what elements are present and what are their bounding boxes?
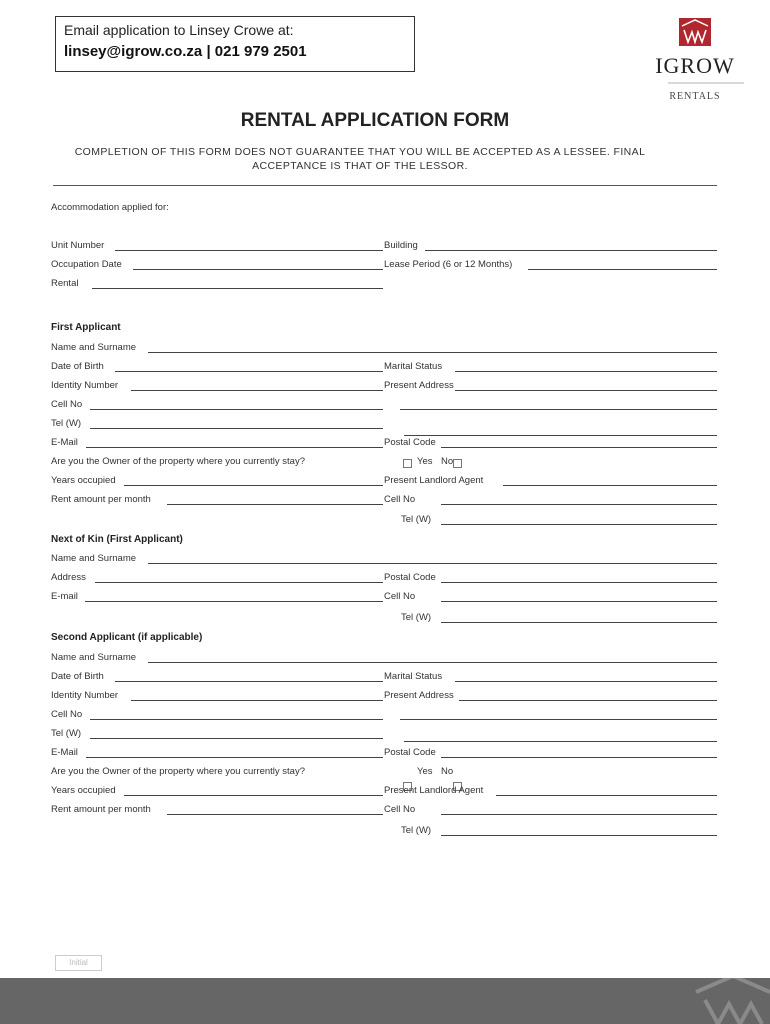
fa-name-label: Name and Surname [51,342,137,353]
fa-owner-yes-label: Yes [417,456,433,467]
sa-postal-label: Postal Code [384,747,436,758]
unit-number-label: Unit Number [51,240,105,251]
fa-tel-label: Tel (W) [51,418,82,429]
fa-landlord-field[interactable] [503,485,717,486]
fa-postal-label: Postal Code [384,437,436,448]
contact-instruction: Email application to Linsey Crowe at: [64,22,294,38]
nok-tel-field[interactable] [441,622,717,623]
fa-years-field[interactable] [124,485,383,486]
nok-tel-label: Tel (W) [401,612,432,623]
nok-cell-field[interactable] [441,601,717,602]
nok-email-field[interactable] [85,601,383,602]
igrow-logo [640,16,750,106]
sa-owner-yes-label: Yes [417,766,433,777]
sa-address-field-3[interactable] [404,741,717,742]
lease-period-field[interactable] [528,269,717,270]
sa-landlord-cell-field[interactable] [441,814,717,815]
first-applicant-heading: First Applicant [51,322,121,333]
sa-tel-field[interactable] [90,738,383,739]
svg-text:RENTALS: RENTALS [669,91,721,102]
fa-cell-field[interactable] [90,409,383,410]
sa-landlord-tel-label: Tel (W) [401,825,432,836]
disclaimer: COMPLETION OF THIS FORM DOES NOT GUARANTEE THAT YOU WILL BE ACCEPTED AS A LESSEE. FINAL ACCEPTANCE IS THAT OF THE LESSOR. [74,146,646,172]
fa-id-label: Identity Number [51,380,119,391]
sa-cell-field[interactable] [90,719,383,720]
fa-address-label: Present Address [384,380,454,391]
nok-name-label: Name and Surname [51,553,137,564]
divider [53,185,717,186]
nok-email-label: E-mail [51,591,78,602]
fa-cell-label: Cell No [51,399,83,410]
fa-owner-yes-checkbox[interactable] [403,459,412,468]
fa-owner-no-label: No [441,456,454,467]
nok-postal-label: Postal Code [384,572,436,583]
sa-name-label: Name and Surname [51,652,137,663]
nok-address-field[interactable] [95,582,383,583]
fa-rent-label: Rent amount per month [51,494,151,505]
nok-postal-field[interactable] [441,582,717,583]
fa-landlord-label: Present Landlord Agent [384,475,484,486]
fa-address-field-2[interactable] [400,409,717,410]
occupation-date-label: Occupation Date [51,259,122,270]
sa-rent-field[interactable] [167,814,383,815]
fa-landlord-tel-field[interactable] [441,524,717,525]
contact-box [55,16,415,72]
footer-band [0,978,770,1024]
sa-years-field[interactable] [124,795,383,796]
sa-id-field[interactable] [131,700,383,701]
fa-email-field[interactable] [86,447,383,448]
fa-email-label: E-Mail [51,437,78,448]
footer-logo-watermark-icon [0,978,770,1024]
fa-landlord-tel-label: Tel (W) [401,514,432,525]
fa-postal-field[interactable] [441,447,717,448]
fa-address-field-1[interactable] [455,390,717,391]
sa-marital-field[interactable] [455,681,717,682]
contact-details: linsey@igrow.co.za | 021 979 2501 [64,43,307,60]
sa-owner-question: Are you the Owner of the property where you currently stay? [51,766,305,777]
fa-id-field[interactable] [131,390,383,391]
unit-number-field[interactable] [115,250,383,251]
fa-rent-field[interactable] [167,504,383,505]
sa-rent-label: Rent amount per month [51,804,151,815]
nok-address-label: Address [51,572,86,583]
rental-field[interactable] [92,288,383,289]
fa-address-field-3[interactable] [404,435,717,436]
occupation-date-field[interactable] [133,269,383,270]
sa-tel-label: Tel (W) [51,728,82,739]
nok-name-field[interactable] [148,563,717,564]
second-applicant-heading: Second Applicant (if applicable) [51,632,203,643]
sa-landlord-label: Present Landlord Agent [384,785,484,796]
sa-email-field[interactable] [86,757,383,758]
initial-field[interactable]: Initial [55,955,102,971]
fa-marital-label: Marital Status [384,361,443,372]
sa-address-field-1[interactable] [459,700,717,701]
sa-years-label: Years occupied [51,785,116,796]
building-label: Building [384,240,418,251]
sa-postal-field[interactable] [441,757,717,758]
sa-id-label: Identity Number [51,690,119,701]
fa-marital-field[interactable] [455,371,717,372]
sa-dob-label: Date of Birth [51,671,104,682]
accommodation-heading: Accommodation applied for: [51,202,169,213]
sa-dob-field[interactable] [115,681,383,682]
fa-landlord-cell-field[interactable] [441,504,717,505]
rental-label: Rental [51,278,79,289]
fa-owner-no-checkbox[interactable] [453,459,462,468]
nok-cell-label: Cell No [384,591,416,602]
sa-landlord-field[interactable] [496,795,717,796]
svg-text:IGROW: IGROW [655,53,735,78]
building-field[interactable] [425,250,717,251]
sa-address-field-2[interactable] [400,719,717,720]
fa-years-label: Years occupied [51,475,116,486]
fa-dob-field[interactable] [115,371,383,372]
fa-landlord-cell-label: Cell No [384,494,416,505]
fa-name-field[interactable] [148,352,717,353]
fa-tel-field[interactable] [90,428,383,429]
igrow-logo-mark [640,16,750,106]
sa-name-field[interactable] [148,662,717,663]
sa-marital-label: Marital Status [384,671,443,682]
sa-owner-no-label: No [441,766,454,777]
fa-dob-label: Date of Birth [51,361,104,372]
lease-period-label: Lease Period (6 or 12 Months) [384,259,513,270]
sa-address-label: Present Address [384,690,454,701]
fa-owner-question: Are you the Owner of the property where you currently stay? [51,456,305,467]
sa-landlord-cell-label: Cell No [384,804,416,815]
next-of-kin-heading: Next of Kin (First Applicant) [51,534,183,545]
form-title: RENTAL APPLICATION FORM [240,110,510,131]
sa-landlord-tel-field[interactable] [441,835,717,836]
sa-cell-label: Cell No [51,709,83,720]
sa-email-label: E-Mail [51,747,78,758]
